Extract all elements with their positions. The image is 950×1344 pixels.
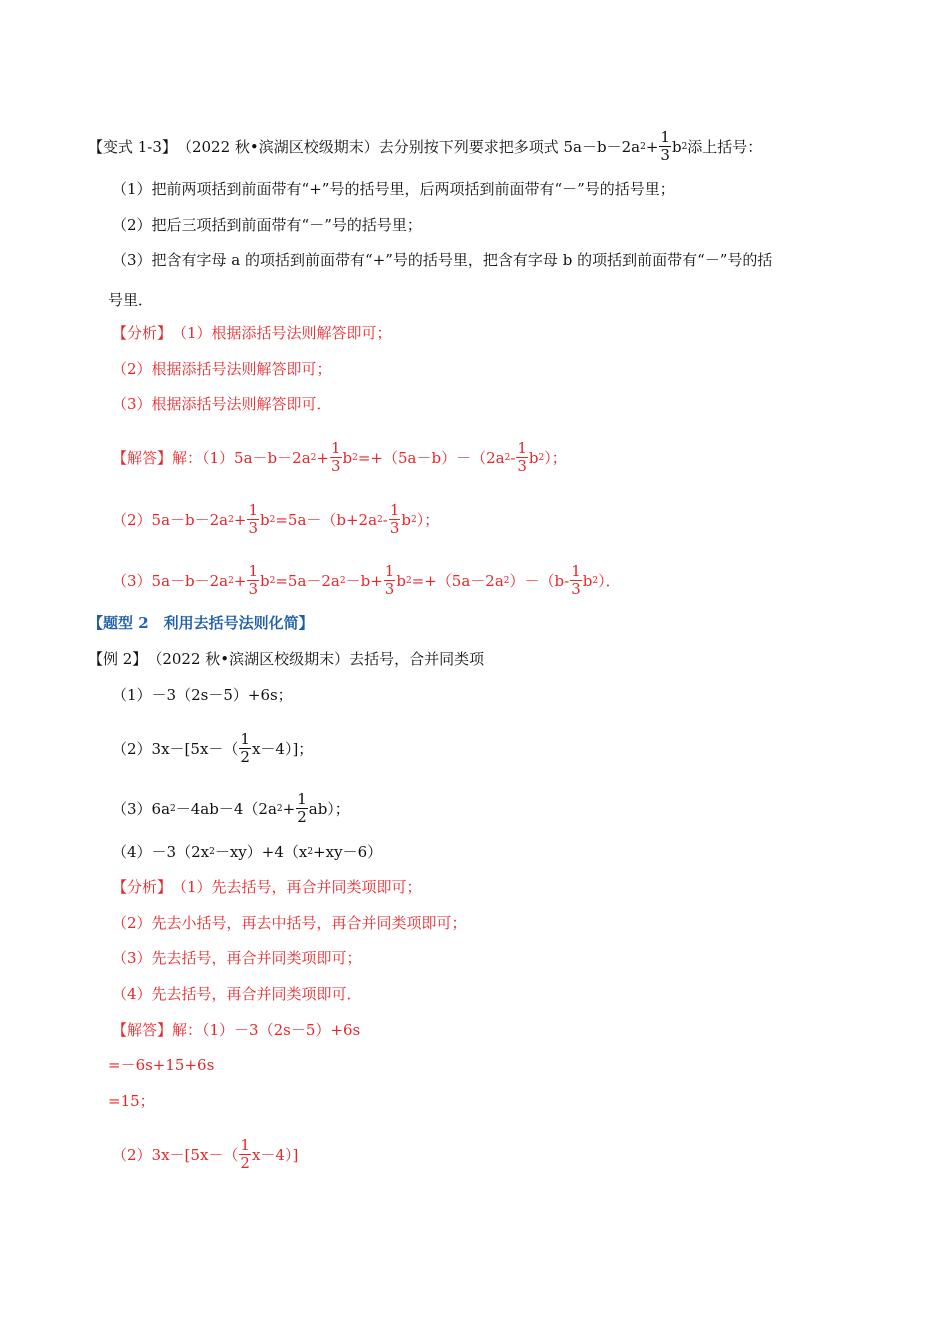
variant-question-line: 【变式 1-3】 （2022 秋•滨湖区校级期末） 去分别按下列要求把多项式 5a－b－2a 2 + $\frac{1}{3}$ b 2 添上括号： <box>88 128 763 164</box>
fraction-one-third: $\frac{1}{3}$ <box>660 128 670 164</box>
variant-answer1: 【解答】 解：（1）5a－b－2a 2 + $\frac{1}{3}$ b 2 =+（5a－b）－（2a 2 - $\frac{1}{3}$ b 2 ）； <box>112 439 567 475</box>
variant-text: 去分别按下列要求把多项式 5a－b－2a <box>378 137 641 156</box>
variant-tag: 【变式 1-3】 <box>88 137 177 156</box>
variant-answer2: （2）5a－b－2a 2 + $\frac{1}{3}$ b 2 =5a－（b+2a 2 - $\frac{1}{3}$ b 2 ）； <box>112 501 440 537</box>
variant-end: 添上括号： <box>687 137 763 156</box>
example-step1: =－6s+15+6s <box>108 1056 215 1074</box>
variant-q1: （1）把前两项括到前面带有“+”号的括号里，后两项括到前面带有“－”号的括号里； <box>112 180 675 198</box>
example-question-line: 【例 2】 （2022 秋•滨湖区校级期末） 去括号，合并同类项 <box>88 650 485 668</box>
example-step2: =15； <box>108 1092 155 1110</box>
example-answer1: 【解答】 解：（1）－3（2s－5）+6s <box>112 1021 361 1039</box>
variant-source: （2022 秋•滨湖区校级期末） <box>176 137 379 156</box>
example-p4: （4）－3（2x 2 －xy）+4（x 2 +xy－6） <box>112 843 383 861</box>
variant-analysis3: （3）根据添括号法则解答即可． <box>112 395 332 413</box>
analysis-tag: 【分析】 <box>112 878 173 896</box>
example-analysis3: （3）先去括号，再合并同类项即可； <box>112 949 362 967</box>
example-p3: （3）6a 2 －4ab－4（2a 2 + $\frac{1}{2}$ ab）； <box>112 790 350 826</box>
topic-heading: 【题型 2 利用去括号法则化简】 <box>88 614 314 632</box>
example-p1: （1）－3（2s－5）+6s； <box>112 686 293 704</box>
example-analysis4: （4）先去括号，再合并同类项即可． <box>112 985 362 1003</box>
answer-tag: 【解答】 <box>112 1021 173 1039</box>
example-tag: 【例 2】 <box>88 650 148 668</box>
variant-q3a: （3）把含有字母 a 的项括到前面带有“+”号的括号里，把含有字母 b 的项括到前面带有“－”号的括 <box>112 251 773 269</box>
variant-q2: （2）把后三项括到前面带有“－”号的括号里； <box>112 216 422 234</box>
example-answer2: （2）3x－[5x－（ $\frac{1}{2}$ x－4）] <box>112 1136 299 1172</box>
answer-tag: 【解答】 <box>112 448 173 467</box>
example-analysis1: 【分析】 （1）先去括号，再合并同类项即可； <box>112 878 422 896</box>
example-analysis2: （2）先去小括号，再去中括号，再合并同类项即可； <box>112 914 467 932</box>
variant-q3b: 号里． <box>108 291 154 309</box>
analysis-tag: 【分析】 <box>112 324 173 342</box>
variant-analysis2: （2）根据添括号法则解答即可； <box>112 360 332 378</box>
variant-analysis1: 【分析】 （1）根据添括号法则解答即可； <box>112 324 392 342</box>
variant-answer3: （3）5a－b－2a 2 + $\frac{1}{3}$ b 2 =5a－2a 2 －b+ $\frac{1}{3}$ b 2 =+（5a－2a 2 ）－（b- $\frac{1}{3}$ b 2 ）． <box>112 562 621 598</box>
example-p2: （2）3x－[5x－（ $\frac{1}{2}$ x－4）]； <box>112 730 314 766</box>
